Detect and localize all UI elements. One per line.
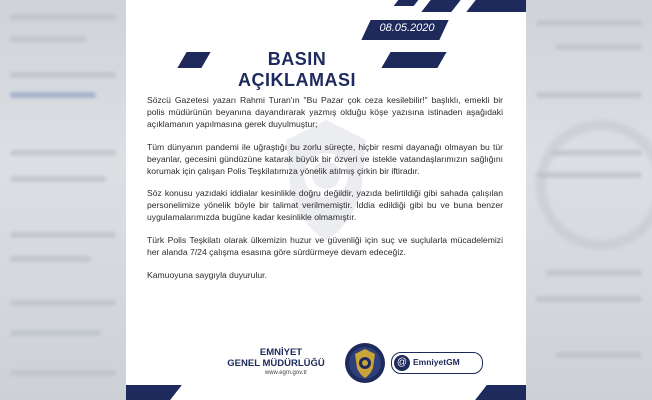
blur-line (536, 296, 642, 302)
social-handle: EmniyetGM (413, 357, 460, 367)
blur-line (10, 176, 106, 182)
decor-stripe (394, 0, 419, 6)
org-name-line2: GENEL MÜDÜRLÜĞÜ (227, 358, 325, 369)
blur-line (536, 92, 642, 98)
title-banner (182, 45, 422, 90)
blur-line (10, 232, 116, 238)
blur-line (556, 44, 642, 50)
blur-line (10, 370, 116, 376)
org-name-line1: EMNİYET (259, 347, 303, 358)
blur-line (556, 352, 642, 358)
blur-line (10, 256, 91, 262)
blur-line (10, 330, 101, 336)
paragraph: Söz konusu yazıdaki iddialar kesinlikle doğru değildir, yazıda belirtildiği gibi sahada çalışılan personelimize yönelik böyle bir talimat verilmemiştir. İddia edildiği gibi bu ve buna benzer uygulamalarımızda bugüne kadar kesinlikle olmamıştır. (147, 188, 503, 223)
background-blur-left (0, 0, 126, 400)
blur-line (10, 150, 116, 156)
at-sign-icon: @ (394, 355, 410, 371)
blur-line (546, 270, 642, 276)
paragraph: Sözcü Gazetesi yazarı Rahmi Turan'ın "Bu Pazar çok ceza kesilebilir!" başlıklı, emekli bir polis müdürünün beyanına dayandırarak yazmış olduğu köşe yazısına istinaden aşağıdaki açıklamanın yapılmasına gerek duyulmuştur; (147, 95, 503, 129)
paragraph: Kamuoyuna saygıyla duyurulur. (147, 269, 267, 280)
police-badge-icon (344, 342, 386, 384)
release-date: 08.05.2020 (379, 22, 435, 34)
decor-stripe (126, 385, 182, 400)
decor-stripe (466, 0, 526, 12)
document-body (147, 95, 503, 282)
footer (186, 340, 486, 386)
paragraph: Türk Polis Teşkilatı olarak ülkemizin huzur ve güvenliği için suç ve suçlularla mücadelemizi her alanda 7/24 çalışma esasına göre sürdürmeye devam edeceğiz. (147, 235, 503, 258)
blur-line (10, 72, 116, 78)
blur-line (10, 92, 96, 98)
blur-emblem (536, 120, 652, 250)
blur-line (10, 36, 86, 42)
blur-line (536, 172, 642, 178)
blur-line (536, 20, 642, 26)
background-blur-right (526, 0, 652, 400)
press-release-document (126, 0, 526, 400)
paragraph: Tüm dünyanın pandemi ile uğraştığı bu zorlu süreçte, hiçbir resmi dayanağı olmayan bu tür beyanlar, gecesini gündüzüne katarak büyük bir özveri ve istekle vatandaşlarımızın sağlığını korumak için çalışan Polis Teşkilatımıza yönelik atılmış çirkin bir iftiradır. (147, 141, 503, 176)
social-handle-pill[interactable] (391, 352, 483, 374)
blur-line (551, 150, 642, 156)
blur-line (10, 300, 116, 306)
document-title: BASIN AÇIKLAMASI (238, 49, 356, 90)
decor-stripe (421, 0, 460, 12)
blur-line (10, 14, 116, 20)
decor-stripe (475, 385, 526, 400)
website-link[interactable]: www.egm.gov.tr (264, 370, 308, 376)
